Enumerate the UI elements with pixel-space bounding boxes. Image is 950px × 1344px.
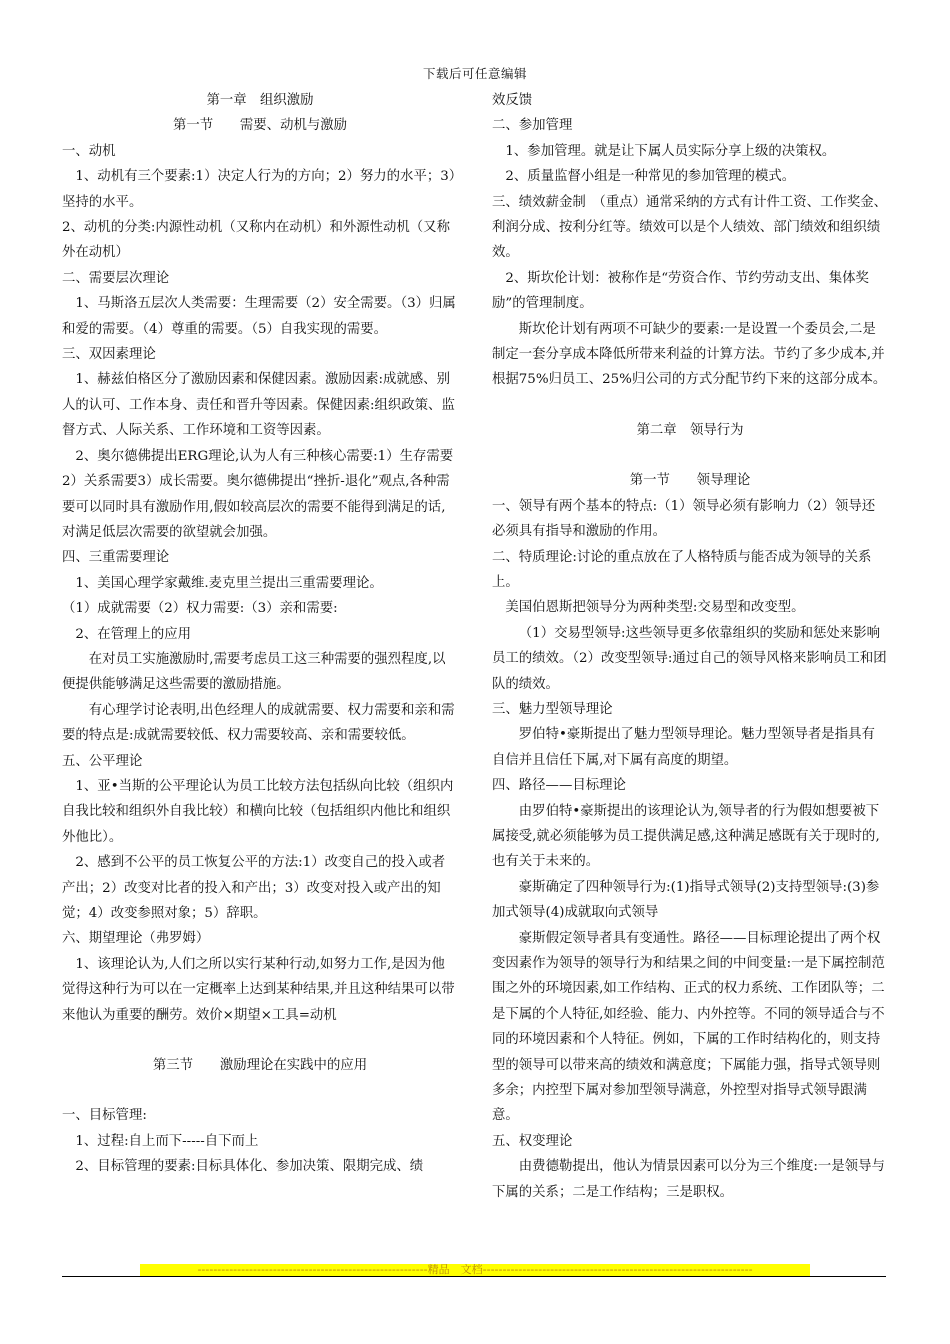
heading: 二、需要层次理论 [62,270,170,286]
heading: 三、双因素理论 [62,347,156,363]
paragraph: 2、动机的分类:内源性动机（又称内在动机）和外源性动机（又称外在动机） [62,220,450,261]
paragraph: 1、参加管理。就是让下属人员实际分享上级的决策权。 [505,143,836,159]
paragraph: 美国伯恩斯把领导分为两种类型:交易型和改变型。 [505,600,805,616]
spacer [492,393,888,418]
paragraph: 1、过程:自上而下-----自下而上 [75,1133,259,1149]
paragraph: 1、美国心理学家戴维.麦克里兰提出三重需要理论。 [75,575,383,591]
page-header: 下载后可任意编辑 [422,66,527,81]
paragraph: 有心理学讨论表明,出色经理人的成就需要、权力需要和亲和需要的特点是:成就需要较低、权力需要较高、亲和需要较低。 [62,702,455,744]
heading: 六、期望理论（弗罗姆） [62,931,210,947]
heading: 五、公平理论 [62,753,143,769]
paragraph: 1、动机有三个要素:1）决定人行为的方向；2）努力的水平；3）坚持的水平。 [62,169,456,210]
section-title: 第一节 需要、动机与激励 [172,118,348,134]
heading: 四、三重需要理论 [62,550,170,566]
heading: 二、参加管理 [492,118,573,134]
paragraph: 1、亚•当斯的公平理论认为员工比较方法包括纵向比较（组织内自我比较和组织外自我比较）和横向比较（包括组织内他比和组织外他比）。 [62,778,454,845]
spacer [62,1028,458,1053]
paragraph: 豪斯确定了四种领导行为:(1)指导式领导(2)支持型领导:(3)参加式领导(4)成就取向式领导 [492,879,880,921]
paragraph: 2、奥尔德佛提出ERG理论,认为人有三种核心需要:1）生存需要2）关系需要3）成长需要。奥尔德佛提出“挫折-退化”观点,各种需要可以同时具有激励作用,假如较高层次的需要不能得到满足的话,对满足低层次需要的欲望就会加强。 [62,448,454,540]
footer-watermark: ----------------------------------------------------------精品 文档-------------------------------------------------------------------- [140,1264,810,1276]
chapter-2-title: 第二章 领导行为 [636,422,744,438]
paragraph: 2、斯坎伦计划：被称作是“劳资合作、节约劳动支出、集体奖励”的管理制度。 [492,270,869,312]
heading: 三、魅力型领导理论 [492,701,613,717]
paragraph: （1）交易型领导:这些领导更多依靠组织的奖励和惩处来影响员工的绩效。（2）改变型领导:通过自己的领导风格来影响员工和团队的绩效。 [492,625,887,692]
paragraph: 效反馈 [492,93,533,108]
paragraph: 由费德勒提出，他认为情景因素可以分为三个维度:一是领导与下属的关系；二是工作结构；三是职权。 [492,1159,885,1200]
paragraph: 1、赫兹伯格区分了激励因素和保健因素。激励因素:成就感、别人的认可、工作本身、责任和晋升等因素。保健因素:组织政策、监督方式、人际关系、工作环境和工资等因素。 [62,372,455,439]
chapter-1-title: 第一章 组织激励 [206,93,314,108]
paragraph: 二、特质理论:讨论的重点放在了人格特质与能否成为领导的关系上。 [492,549,872,590]
section-title: 第三节 激励理论在实践中的应用 [152,1058,368,1074]
paragraph: 由罗伯特•豪斯提出的该理论认为,领导者的行为假如想要被下属接受,就必须能够为员工提供满足感,这种满足感既有关于现时的,也有关于未来的。 [492,803,880,870]
heading: 一、动机 [62,143,116,159]
left-column [62,88,458,1180]
footer-divider [62,1276,886,1277]
paragraph: 一、领导有两个基本的特点:（1）领导必须有影响力（2）领导还必须具有指导和激励的作用。 [492,498,876,540]
heading: 五、权变理论 [492,1133,573,1149]
paragraph: 2、质量监督小组是一种常见的参加管理的模式。 [505,169,796,185]
heading: 四、路径——目标理论 [492,778,626,794]
paragraph: 2、目标管理的要素:目标具体化、参加决策、限期完成、绩 [75,1159,424,1175]
paragraph: 罗伯特•豪斯提出了魅力型领导理论。魅力型领导者是指具有自信并且信任下属,对下属有高度的期望。 [492,727,875,768]
paragraph: 三、绩效薪金制 （重点）通常采纳的方式有计件工资、工作奖金、利润分成、按利分红等。绩效可以是个人绩效、部门绩效和组织绩效。 [492,194,888,261]
paragraph: 1、马斯洛五层次人类需要：生理需要（2）安全需要。（3）归属和爱的需要。（4）尊重的需要。（5）自我实现的需要。 [62,296,456,337]
paragraph: 2、在管理上的应用 [75,626,192,642]
section-title: 第一节 领导理论 [629,473,751,489]
paragraph: 1、该理论认为,人们之所以实行某种行动,如努力工作,是因为他觉得这种行为可以在一定概率上达到某种结果,并且这种结果可以带来他认为重要的酬劳。效价×期望×工具=动机 [62,956,455,1023]
heading: 一、目标管理: [62,1108,147,1124]
right-column [492,88,888,1205]
paragraph: （1）成就需要（2）权力需要:（3）亲和需要: [62,601,338,617]
paragraph: 斯坎伦计划有两项不可缺少的要素:一是设置一个委员会,二是制定一套分享成本降低所带来利益的计算方法。节约了多少成本,并根据75%归员工、25%归公司的方式分配节约下来的这部分成本。 [492,321,887,388]
paragraph: 2、感到不公平的员工恢复公平的方法:1）改变自己的投入或者产出；2）改变对比者的投入和产出；3）改变对投入或产出的知觉；4）改变参照对象；5）辞职。 [62,855,446,921]
paragraph: 在对员工实施激励时,需要考虑员工这三种需要的强烈程度,以便提供能够满足这些需要的激励措施。 [62,651,446,693]
paragraph: 豪斯假定领导者具有变通性。路径——目标理论提出了两个权变因素作为领导的领导行为和结果之间的中间变量:一是下属控制范围之外的环境因素,如工作结构、正式的权力系统、工作团队等；二是下属的个人特征,如经验、能力、内外控等。不同的领导适合与不同的环境因素和个人特征。例如，下属的工作时结构化的，则支持型的领导可以带来高的绩效和满意度；下属能力强，指导式领导则多余；内控型下属对参加型领导满意，外控型对指导式领导跟满意。 [492,930,885,1124]
spacer [492,443,888,468]
spacer [62,1078,458,1103]
